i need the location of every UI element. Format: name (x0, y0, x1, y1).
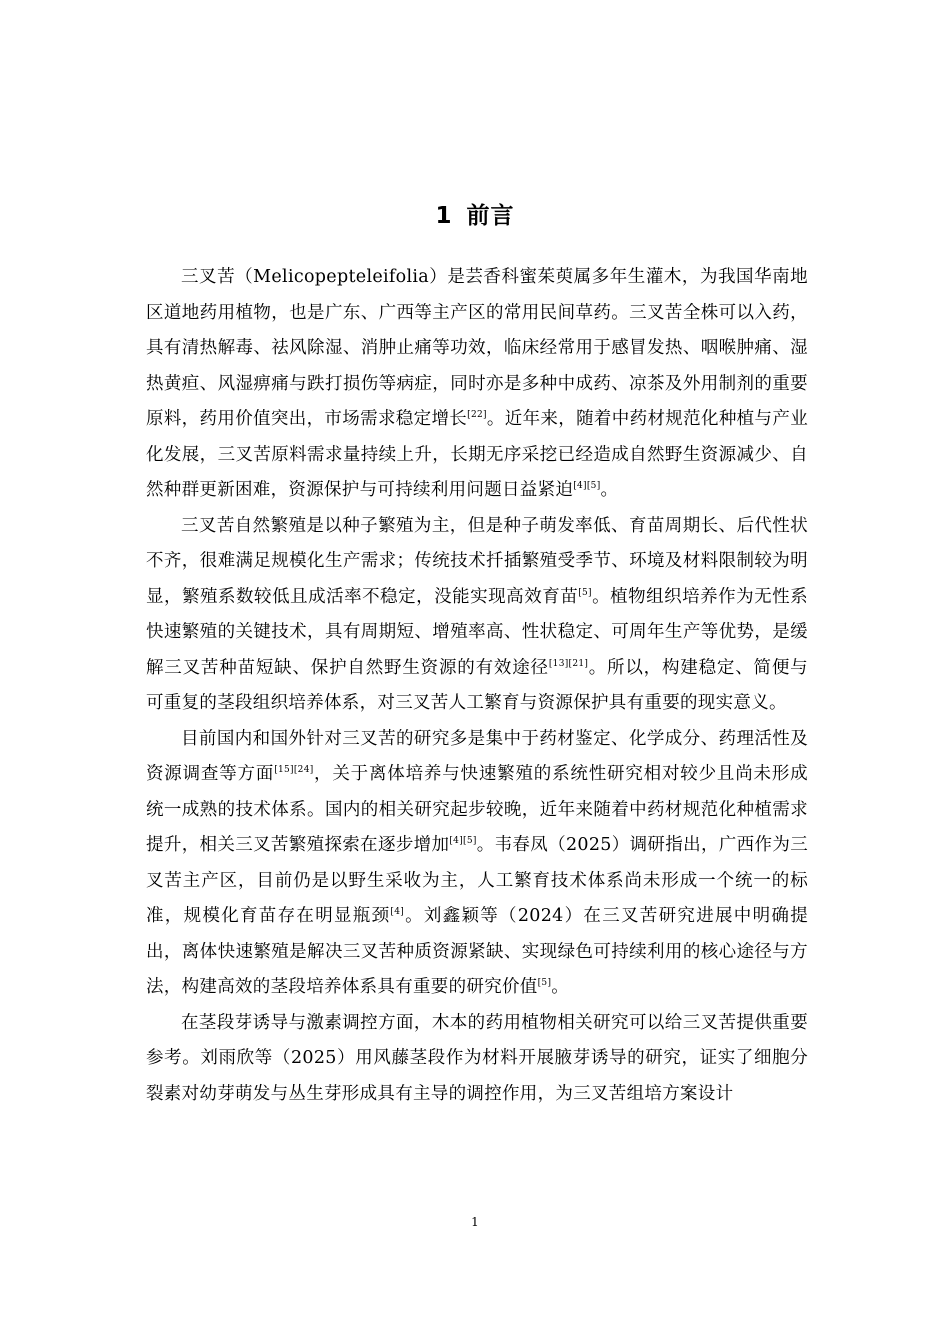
paragraph-text: 。韦春凤（2025）调研指出，广西作为三叉苦主产区，目前仍是以野生采收为主，人工繁育技术体系尚未形成一个统一的标准，规模化育苗存在明显瓶颈 (146, 835, 808, 926)
body-paragraph (146, 260, 808, 509)
paragraph-text: ，关于离体培养与快速繁殖的系统性研究相对较少且尚未形成统一成熟的技术体系。国内的相关研究起步较晚，近年来随着中药材规范化种植需求提升，相关三叉苦繁殖探索在逐步增加 (146, 764, 808, 855)
citation-reference: [22] (467, 410, 487, 421)
body-paragraph (146, 722, 808, 1006)
body-text (146, 260, 808, 1112)
section-number: 1 (435, 203, 453, 230)
paragraph-text: 。植物组织培养作为无性系快速繁殖的关键技术，具有周期短、增殖率高、性状稳定、可周年生产等优势，是缓解三叉苦种苗短缺、保护自然野生资源的有效途径 (146, 586, 808, 678)
citation-reference: [4][5] (573, 481, 601, 492)
body-paragraph (146, 1006, 808, 1113)
page-number: 1 (471, 1215, 479, 1229)
citation-reference: [4] (390, 907, 405, 918)
paragraph-text: 。 (551, 977, 570, 997)
paragraph-text: 。所以，构建稳定、简便与可重复的茎段组织培养体系，对三叉苦人工繁育与资源保护具有重要的现实意义。 (146, 657, 808, 713)
section-title: 前言 (466, 203, 515, 230)
section-heading (0, 199, 950, 233)
paragraph-text: 三叉苦自然繁殖是以种子繁殖为主，但是种子萌发率低、育苗周期长、后代性状不齐，很难满足规模化生产需求；传统技术扦插繁殖受季节、环境及材料限制较为明显，繁殖系数较低且成活率不稳定，没能实现高效育苗 (146, 515, 808, 607)
paragraph-text: 目前国内和国外针对三叉苦的研究多是集中于药材鉴定、化学成分、药理活性及资源调查等方面 (146, 728, 808, 784)
citation-reference: [13][21] (548, 658, 589, 669)
citation-reference: [4][5] (449, 836, 477, 847)
paragraph-text: 三叉苦（Melicopepteleifolia）是芸香科蜜茱萸属多年生灌木，为我国华南地区道地药用植物，也是广东、广西等主产区的常用民间草药。三叉苦全株可以入药，具有清热解毒、祛风除湿、消肿止痛等功效，临床经常用于感冒发热、咽喉肿痛、湿热黄疸、风湿痹痛与跌打损伤等病症，同时亦是多种中成药、凉茶及外用制剂的重要原料，药用价值突出，市场需求稳定增长 (146, 267, 808, 429)
paragraph-text: 在茎段芽诱导与激素调控方面，木本的药用植物相关研究可以给三叉苦提供重要参考。刘雨欣等（2025）用风藤茎段作为材料开展腋芽诱导的研究，证实了细胞分裂素对幼芽萌发与丛生芽形成具有主导的调控作用，为三叉苦组培方案设计 (146, 1012, 808, 1104)
body-paragraph (146, 509, 808, 722)
paragraph-text: 。刘鑫颖等（2024）在三叉苦研究进展中明确提出，离体快速繁殖是解决三叉苦种质资源紧缺、实现绿色可持续利用的核心途径与方法，构建高效的茎段培养体系具有重要的研究价值 (146, 906, 808, 997)
citation-reference: [5] (578, 587, 592, 598)
citation-reference: [5] (537, 978, 552, 989)
paragraph-text: 。 (600, 480, 619, 500)
paragraph-text: 。近年来，随着中药材规范化种植与产业化发展，三叉苦原料需求量持续上升，长期无序采挖已经造成自然野生资源减少、自然种群更新困难，资源保护与可持续利用问题日益紧迫 (146, 409, 808, 500)
citation-reference: [15][24] (274, 765, 314, 776)
